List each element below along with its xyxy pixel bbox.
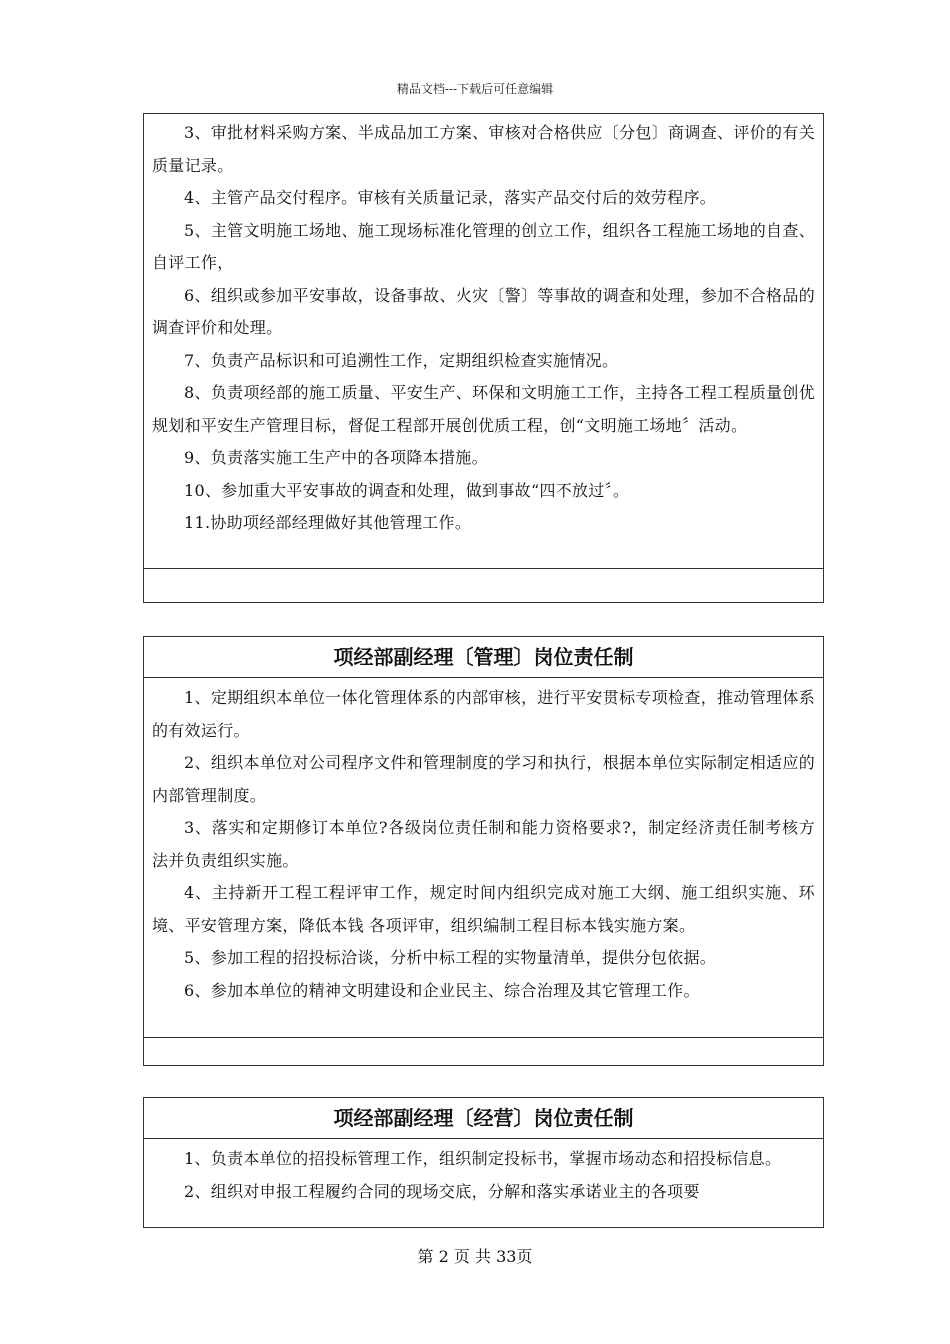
section-continued-duties xyxy=(143,113,824,603)
duty-item: 4、主管产品交付程序。审核有关质量记录，落实产品交付后的效劳程序。 xyxy=(184,188,717,207)
duty-item: 11.协助项经部经理做好其他管理工作。 xyxy=(184,513,472,532)
duty-item: 3、落实和定期修订本单位?各级岗位责任制和能力资格要求?，制定经济责任制考核方法并负责组织实施。 xyxy=(152,818,815,870)
duty-item: 7、负责产品标识和可追溯性工作，定期组织检查实施情况。 xyxy=(184,350,619,370)
duty-item: 2、组织本单位对公司程序文件和管理制度的学习和执行，根据本单位实际制定相适应的内部管理制度。 xyxy=(152,753,815,805)
page-header: 精品文档---下载后可任意编辑 xyxy=(396,82,554,96)
duty-item: 1、负责本单位的招投标管理工作，组织制定投标书，掌握市场动态和招投标信息。 xyxy=(184,1149,782,1168)
section-title: 项经部副经理〔经营〕岗位责任制 xyxy=(144,1098,823,1139)
duty-item: 1、定期组织本单位一体化管理体系的内部审核，进行平安贯标专项检查，推动管理体系的有效运行。 xyxy=(152,688,815,740)
section-title: 项经部副经理〔管理〕岗位责任制 xyxy=(144,637,823,678)
duty-item: 3、审批材料采购方案、半成品加工方案、审核对合格供应〔分包〕商调查、评价的有关质量记录。 xyxy=(152,123,815,175)
section-deputy-manager-operations xyxy=(143,1097,824,1228)
duty-item: 6、参加本单位的精神文明建设和企业民主、综合治理及其它管理工作。 xyxy=(184,980,700,1000)
page-footer: 第 2 页 共 33页 xyxy=(417,1247,533,1266)
duty-item: 10、参加重大平安事故的调查和处理，做到事故“四不放过〞。 xyxy=(184,480,630,500)
duty-item: 5、参加工程的招投标洽谈，分析中标工程的实物量清单，提供分包依据。 xyxy=(184,948,717,967)
duty-item: 5、主管文明施工场地、施工现场标准化管理的创立工作，组织各工程施工场地的自查、自评工作， xyxy=(152,220,815,272)
duty-item: 2、组织对申报工程履约合同的现场交底，分解和落实承诺业主的各项要 xyxy=(184,1181,700,1201)
blank-row xyxy=(144,568,823,596)
section-body xyxy=(144,114,823,568)
duty-item: 9、负责落实施工生产中的各项降本措施。 xyxy=(184,448,488,467)
duty-item: 8、负责项经部的施工质量、平安生产、环保和文明施工工作，主持各工程工程质量创优规划和平安生产管理目标，督促工程部开展创优质工程，创“文明施工场地〞活动。 xyxy=(152,383,815,435)
duty-item: 6、组织或参加平安事故，设备事故、火灾〔警〕等事故的调查和处理，参加不合格品的调查评价和处理。 xyxy=(152,285,815,337)
blank-row xyxy=(144,1037,823,1065)
duty-item: 4、主持新开工程工程评审工作，规定时间内组织完成对施工大纲、施工组织实施、环境、平安管理方案，降低本钱 各项评审，组织编制工程目标本钱实施方案。 xyxy=(152,883,815,935)
section-body xyxy=(144,1139,823,1212)
section-deputy-manager-management xyxy=(143,636,824,1066)
section-body xyxy=(144,678,823,1037)
